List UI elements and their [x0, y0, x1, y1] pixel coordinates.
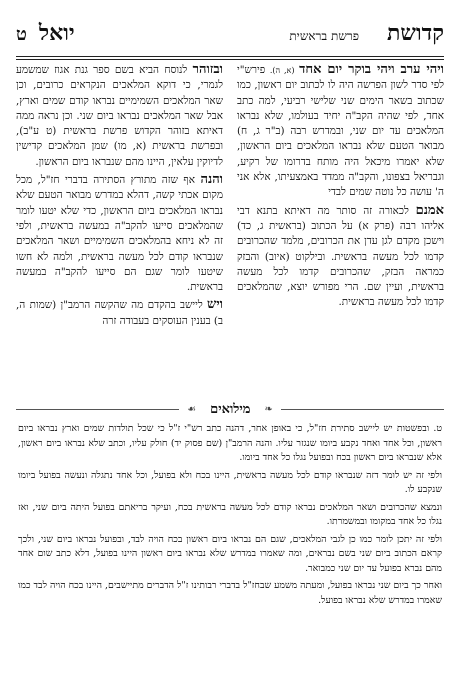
paragraph	[237, 62, 444, 201]
footnote-paragraph: ואחר כך ביום שני נבראו בפועל, ומעתה משמע שבחז"ל בדברי רבותינו ז"ל הדברים מתיישבים, היינו בכח הויה לבד כמו שאמרו במדרש שלא נבראו בפועל.	[18, 580, 442, 606]
paragraph	[237, 203, 444, 311]
verse-reference: (א, ה).	[269, 66, 295, 75]
paragraph	[16, 297, 223, 329]
paragraph-text: לנוסח הביא בשם ספר גנת אגוז שמשמע לגמרי, כי דוקא המלאכים הנקראים כרובים, וכן שאר המלאכים השמימיים נבראו קודם שמים וארץ, אבל שאר המלאכים נבראו ביום שני. וכן נראה ממה דאיתא בזוהר הקדוש פרשת בראשית (ט ע"ב), ובפרשת בראשית (א, מו) שמן המלאכים קדישין לדיוקין עלאין, היינו מהם שנבראו ביום הראשון.	[16, 64, 223, 168]
paragraph-text: ליישב בהקדם מה שהקשה הרמב"ן (שמות ה, ב) בענין העוסקים בעבודה זרה	[16, 299, 223, 327]
header-left-group	[16, 20, 75, 46]
paragraph-text: פירש"י לפי סדר לשון הפרשה היה לו לכתוב יום ראשון, כמו שכתוב בשאר הימים שני שלישי רביעי, למה כתב אחד, לפי שהיה הקב"ה יחיד בעולמו, שלא נבראו המלאכים עד יום שני, ובמדרש רבה (ב"ר ג, ח) מבואר הטעם שלא נבראו המלאכים ביום הראשון, שלא יאמרו מיכאל היה מותח בדרומו של רקיע, וגבריאל בצפונו, והקב"ה ממדד באמצעיתו, אלא אני ה' עושה כל נוטה שמים לבדי	[237, 64, 444, 199]
paragraph	[16, 172, 223, 295]
page-number: ט	[16, 24, 27, 45]
footnote-paragraph: ונמצא שהכרובים ושאר המלאכים נבראו קודם לכל מעשה בראשית בכח, ועיקר בריאתם בפועל היתה ביום שני, ואז נגלו כל אחד במקומו ובמשמרתו.	[18, 501, 442, 527]
running-title-left: יואל	[38, 20, 75, 46]
divider-line	[281, 409, 444, 410]
footnote-paragraph: ולפי זה יש לומר דזה שנבראו קודם לכל מעשה בראשית, היינו בכח ולא בפועל, וכל אחד נתגלה ונעשה בפועל ביומו שנקבע לו.	[18, 469, 442, 495]
header-right-group	[289, 20, 444, 46]
left-column	[16, 62, 223, 394]
parsha-name: פרשת בראשית	[289, 29, 360, 43]
footnotes-divider	[16, 400, 444, 418]
paragraph-text: לכאורה זה סותר מה דאיתא בתנא דבי אליהו רבה (פרק א) על הכתוב (בראשית ג, כד) וישכן מקדם לגן עדן את הכרובים, מלמד שהכרובים קדמו לכל מעשה בראשית. ובילקוט (איוב) והבזק כמראה הבזק, שהכרובים קדמו לכל מעשה בראשית, ועיין שם. הרי מפורש יוצא, שהמלאכים קדמו לכל מעשה בראשית.	[237, 204, 444, 309]
header-rule	[16, 56, 444, 60]
ornament-icon: ☙	[187, 403, 197, 415]
paragraph-lead: אמנם	[415, 202, 444, 218]
footnote-paragraph: ולפי זה יתכן לומר כמו כן לגבי המלאכים, שגם הם נבראו ביום ראשון בכח הויה לבד, ובפועל נבראו ביום שני, ולכך קראם הכתוב ביום שני בשם נבראים, ומה שאמרו במדרש שלא נבראו ביום ראשון היינו בפועל, דלא כתב שום אחד מהם נברא בפועל עד יום שני כמבואר.	[18, 533, 442, 574]
paragraph-lead: והנה	[200, 172, 223, 188]
ornament-icon: ❧	[264, 403, 273, 415]
footnotes-title: מילואים	[210, 402, 251, 417]
paragraph-text: אף שזה מתורץ הסתירה בדברי חז"ל, מכל מקום אכתי קשה, דהלא במדרש מבואר הטעם שלא נבראו המלאכים ביום הראשון, כדי שלא יטעו לומר שהמלאכים סייעו להקב"ה במעשה בראשית, ולפי זה לא ניחא בהמלאכים השמימיים ושאר המלאכים שנבראו קודם לכל מעשה בראשית, ולמה לא חשו שיטעו לומר שגם הם סייעו להקב"ה במעשה בראשית.	[16, 174, 223, 294]
paragraph-lead: ובזוהר	[192, 62, 223, 77]
paragraph	[16, 62, 223, 170]
page-header	[16, 12, 444, 54]
footnote-paragraph: ט. ובפשטות יש ליישב סתירת חז"ל, כי באופן אחר, דהנה כתב רש"י ז"ל כי שכל תולדות שמים וארץ נבראו ביום ראשון, וכל אחד ואחד נקבע ביומו שנגזר עליו. והנה הרמב"ן (שם פסוק יד) חולק עליו, וכתב שלא נבראו ביום ראשון, אלא שנבראו ביום ראשון בכח ובפועל נגלו כל אחד ביומו.	[18, 423, 442, 463]
paragraph-lead: ויהי ערב ויהי בוקר יום אחד	[299, 62, 444, 77]
divider-line	[16, 409, 179, 410]
footnotes-section	[18, 422, 442, 672]
main-text-columns	[16, 62, 444, 394]
paragraph-lead: ויש	[207, 297, 223, 313]
right-column	[237, 62, 444, 394]
running-title-right: קדושת	[387, 20, 444, 46]
